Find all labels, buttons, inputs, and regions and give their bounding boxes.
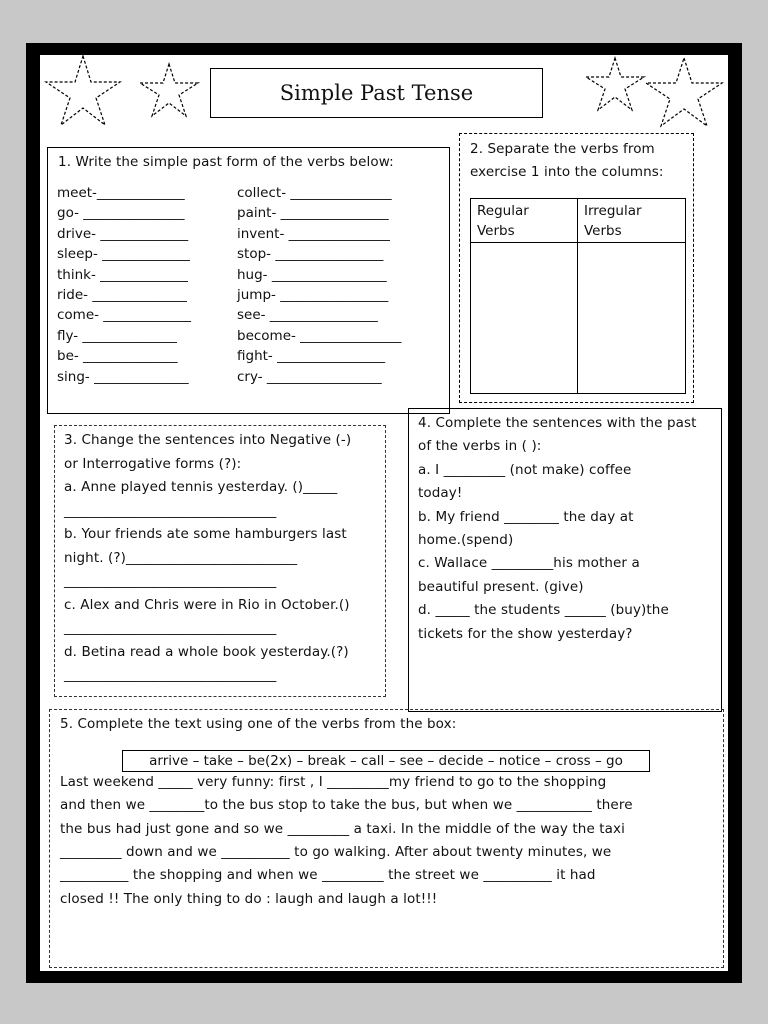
verb-item: cry- _________________ bbox=[237, 368, 382, 385]
verb-item: sleep- _____________ bbox=[57, 246, 190, 263]
exercise-5-line: __________ the shopping and when we _________ the street we __________ it had bbox=[60, 867, 596, 884]
exercise-5-line: closed !! The only thing to do : laugh and laugh a lot!!! bbox=[60, 890, 438, 907]
verb-item: go- _______________ bbox=[57, 205, 185, 222]
verb-item: see- ________________ bbox=[237, 307, 378, 324]
star-icon bbox=[44, 54, 122, 128]
exercise-4-line: of the verbs in ( ): bbox=[418, 438, 542, 455]
exercise-3-line: c. Alex and Chris were in Rio in October.() bbox=[64, 596, 350, 613]
verb-item: sing- ______________ bbox=[57, 368, 189, 385]
verb-item: invent- _______________ bbox=[237, 225, 390, 242]
verb-item: become- _______________ bbox=[237, 327, 402, 344]
exercise-2-line-1: 2. Separate the verbs from bbox=[470, 141, 655, 157]
exercise-3-line: _______________________________ bbox=[64, 502, 277, 519]
verb-item: be- ______________ bbox=[57, 348, 178, 365]
verb-item: jump- ________________ bbox=[237, 287, 389, 303]
star-icon bbox=[644, 56, 724, 128]
exercise-4-line: a. I _________ (not make) coffee bbox=[418, 461, 632, 478]
exercise-4-line: beautiful present. (give) bbox=[418, 578, 584, 595]
exercise-5-line: the bus had just gone and so we _________ a taxi. In the middle of the way the taxi bbox=[60, 820, 625, 837]
verb-item: stop- ________________ bbox=[237, 246, 384, 263]
exercise-3-line: b. Your friends ate some hamburgers last bbox=[64, 526, 347, 542]
exercise-3-line: _______________________________ bbox=[64, 573, 277, 589]
exercise-5-line: and then we ________to the bus stop to take the bus, but when we ___________ there bbox=[60, 797, 633, 814]
regular-verbs-header bbox=[477, 201, 529, 241]
verb-item: hug- _________________ bbox=[237, 266, 387, 283]
exercise-2-line-2: exercise 1 into the columns: bbox=[470, 164, 664, 180]
irregular-header-line-2: Verbs bbox=[584, 223, 622, 239]
exercise-5-heading: 5. Complete the text using one of the verbs from the box: bbox=[60, 716, 457, 732]
star-icon bbox=[138, 62, 200, 118]
verbs-table bbox=[470, 198, 686, 394]
exercise-3-line: 3. Change the sentences into Negative (-) bbox=[64, 432, 352, 448]
exercise-4-line: d. _____ the students ______ (buy)the bbox=[418, 602, 669, 619]
exercise-4-line: tickets for the show yesterday? bbox=[418, 625, 633, 642]
exercise-4-line: home.(spend) bbox=[418, 532, 514, 548]
exercise-3-line: d. Betina read a whole book yesterday.(?) bbox=[64, 643, 349, 660]
exercise-3-line: or Interrogative forms (?): bbox=[64, 455, 242, 472]
verb-box: arrive – take – be(2x) – break – call – see – decide – notice – cross – go bbox=[122, 750, 650, 772]
verb-item: drive- _____________ bbox=[57, 225, 189, 242]
star-icon bbox=[584, 56, 646, 112]
verb-item: fight- ________________ bbox=[237, 348, 386, 365]
verb-item: come- _____________ bbox=[57, 307, 192, 324]
exercise-3-line: night. (?)_________________________ bbox=[64, 549, 298, 566]
regular-header-line-1: Regular bbox=[477, 203, 529, 219]
exercise-3-line: a. Anne played tennis yesterday. ()_____ bbox=[64, 479, 338, 495]
verb-item: ride- ______________ bbox=[57, 287, 187, 303]
exercise-4-line: today! bbox=[418, 485, 463, 502]
irregular-verbs-header bbox=[584, 201, 642, 241]
verb-item: collect- _______________ bbox=[237, 185, 392, 201]
verb-item: paint- ________________ bbox=[237, 205, 389, 222]
page-title: Simple Past Tense bbox=[210, 68, 543, 118]
exercise-5-line: _________ down and we __________ to go walking. After about twenty minutes, we bbox=[60, 843, 612, 860]
irregular-header-line-1: Irregular bbox=[584, 203, 642, 219]
verb-item: fly- ______________ bbox=[57, 327, 177, 344]
verb-item: think- _____________ bbox=[57, 266, 188, 283]
exercise-1-heading: 1. Write the simple past form of the verbs below: bbox=[58, 154, 394, 170]
exercise-3-line: _______________________________ bbox=[64, 667, 277, 683]
exercise-4-line: 4. Complete the sentences with the past bbox=[418, 415, 697, 431]
exercise-5-line: Last weekend _____ very funny: first , I _________my friend to go to the shopping bbox=[60, 774, 607, 790]
verb-item: meet-_____________ bbox=[57, 185, 185, 201]
regular-header-line-2: Verbs bbox=[477, 223, 515, 239]
exercise-4-line: c. Wallace _________his mother a bbox=[418, 555, 640, 572]
exercise-4-line: b. My friend ________ the day at bbox=[418, 508, 634, 525]
exercise-3-line: _______________________________ bbox=[64, 620, 277, 636]
